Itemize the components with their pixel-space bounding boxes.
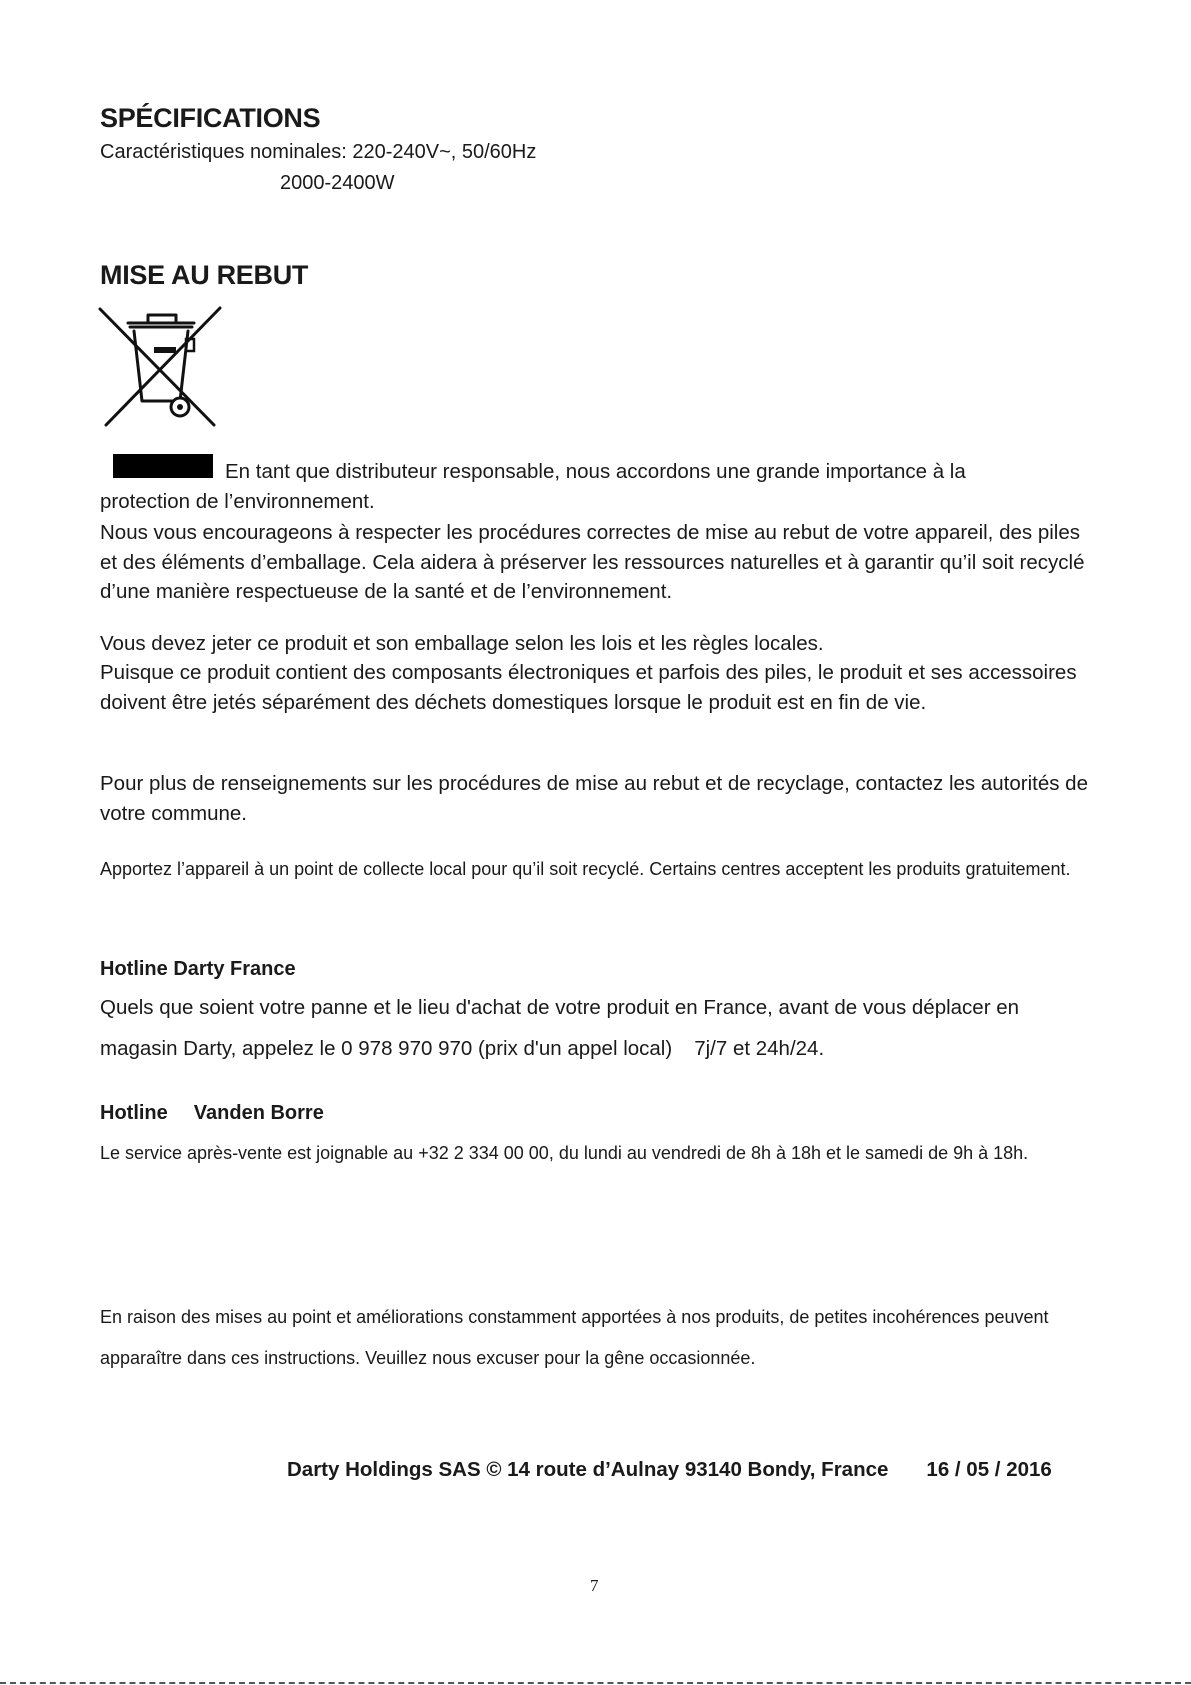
disposal-paragraph-3: Puisque ce produit contient des composants électroniques et parfois des piles, le produit et ses accessoires doivent être jetés séparément des déchets domestiques lorsque le produit est en fin de vie. [100,661,1077,714]
footer-address: Darty Holdings SAS © 14 route d’Aulnay 93140 Bondy, France [287,1458,889,1481]
rating-text: Caractéristiques nominales: 220-240V~, 50/60Hz [100,141,537,163]
disposal-paragraph-5: Apportez l’appareil à un point de collecte local pour qu’il soit recyclé. Certains centres acceptent les produits gratuitement. [100,859,1071,879]
hotline-vanden-title-word2: Vanden Borre [193,1102,324,1124]
disposal-intro-rest: protection de l’environnement. [100,490,375,513]
hotline-vanden-title [100,1102,324,1125]
page-bottom-edge [0,1682,1191,1684]
hotline-vanden-title-word1: Hotline [100,1102,168,1124]
hotline-darty-hours: 7j/7 et 24h/24. [694,1037,825,1060]
hotline-darty-text [100,987,1100,1069]
footer-line [287,1458,1052,1482]
disposal-paragraph-2: Vous devez jeter ce produit et son emballage selon les lois et les règles locales. [100,632,824,655]
specifications-heading: SPÉCIFICATIONS [100,103,321,133]
disposal-paragraph-1: Nous vous encourageons à respecter les procédures correctes de mise au rebut de votre appareil, des piles et des éléments d’emballage. Cela aidera à préserver les ressources naturelles et à garantir qu’il soit recyclé d’une manière respectueuse de la santé et de l’environnement. [100,521,1085,603]
footer-date: 16 / 05 / 2016 [926,1458,1052,1481]
disposal-heading: MISE AU REBUT [100,260,309,290]
power-text: 2000-2400W [280,172,395,194]
disposal-paragraph-4: Pour plus de renseignements sur les procédures de mise au rebut et de recyclage, contactez les autorités de votre commune. [100,772,1088,825]
redaction-bar [113,454,213,478]
hotline-darty-title: Hotline Darty France [100,958,296,980]
crossed-out-wheelie-bin-icon [98,305,224,431]
notice-text: En raison des mises au point et améliorations constamment apportées à nos produits, de petites incohérences peuvent apparaître dans ces instructions. Veuillez nous excuser pour la gêne occasionnée. [100,1307,1049,1368]
hotline-vanden-text: Le service après-vente est joignable au +32 2 334 00 00, du lundi au vendredi de 8h à 18h et le samedi de 9h à 18h. [100,1143,1029,1163]
hotline-darty-main: Quels que soient votre panne et le lieu d'achat de votre produit en France, avant de vous déplacer en magasin Darty, appelez le 0 978 970 970 (prix d'un appel local) [100,996,1020,1060]
page-number: 7 [590,1576,599,1595]
disposal-intro-first-line: En tant que distributeur responsable, nous accordons une grande importance à la [225,460,966,483]
